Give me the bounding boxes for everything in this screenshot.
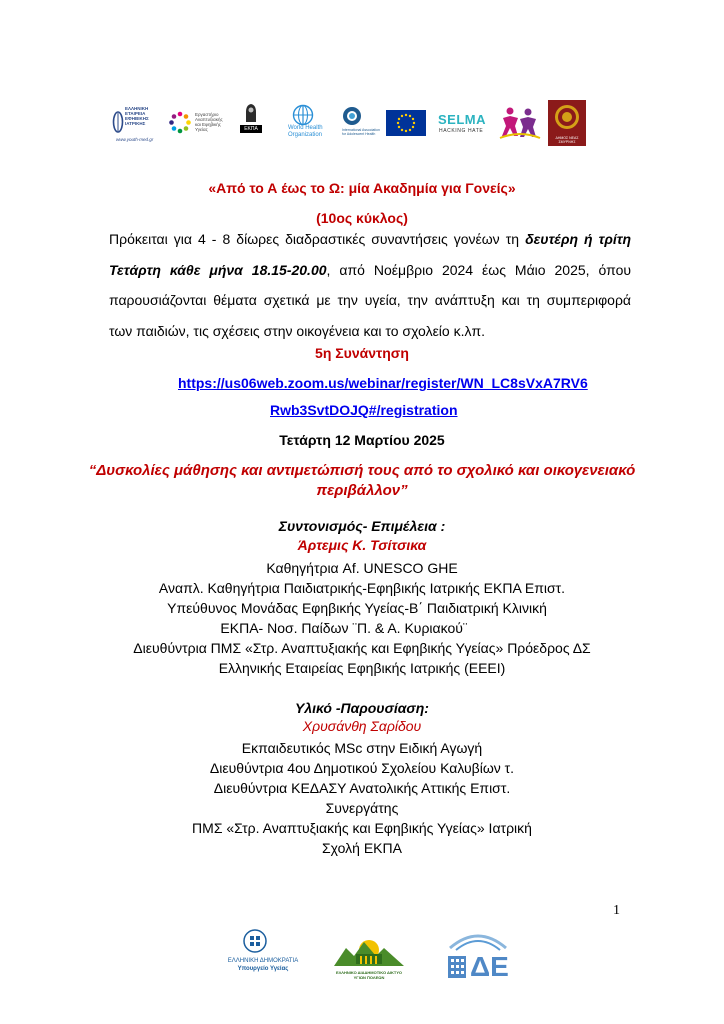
meeting-label: 5η Συνάντηση bbox=[315, 345, 409, 361]
presenter-name: Χρυσάνθη Σαρίδου bbox=[302, 718, 422, 734]
presenter-bio-line: Εκπαιδευτικός MSc στην Ειδική Αγωγή bbox=[241, 740, 483, 756]
zoom-registration-link-cont[interactable]: Rwb3SvtDOJQ#/registration bbox=[270, 402, 458, 418]
greek-emblem-icon bbox=[242, 928, 268, 954]
selma-logo: SELMA HACKING HATE bbox=[438, 112, 486, 134]
presenter-bio-line: Διευθύντρια ΚΕΔΑΣΥ Ανατολικής Αττικής Επιστ. bbox=[213, 780, 511, 796]
coordinator-bio-line: Υπεύθυνος Μονάδας Εφηβικής Υγείας-Β΄ Παιδιατρική Κλινική bbox=[167, 600, 547, 616]
eu-flag-icon bbox=[386, 110, 426, 136]
coordinator-bio-line: Διευθύντρια ΠΜΣ «Στρ. Αναπτυξιακής και Εφηβικής Υγείας» Πρόεδρος ΔΣ bbox=[133, 640, 591, 656]
youth-figures-logo bbox=[498, 104, 542, 142]
material-heading: Υλικό -Παρουσίαση: bbox=[295, 700, 429, 716]
zoom-registration-link[interactable]: https://us06web.zoom.us/webinar/register/WN_LC8sVxA7RV6 bbox=[178, 375, 588, 391]
intro-line-3: παρουσιάζονται θέματα σχετικά με την υγεία, την ανάπτυξη και τη συμπεριφορά bbox=[109, 292, 631, 308]
presenter-bio-line: Διευθύντρια 4ου Δημοτικού Σχολείου Καλυβίων τ. bbox=[209, 760, 515, 776]
topic-line-2: περιβάλλον” bbox=[316, 482, 408, 499]
ministry-of-health-logo: ΕΛΛΗΝΙΚΗ ΔΗΜΟΚΡΑΤΙΑ Υπουργείο Υγείας bbox=[220, 928, 306, 984]
iaah-logo: International Association for Adolescent Health bbox=[342, 104, 380, 144]
nea-smyrni-seal: ΔΗΜΟΣ ΝΕΑΣ ΣΜΥΡΝΗΣ bbox=[548, 100, 586, 146]
meeting-date: Τετάρτη 12 Μαρτίου 2025 bbox=[279, 432, 445, 448]
ekpa-logo: ΕΚΠΑ bbox=[240, 102, 264, 138]
presenter-bio-line: ΠΜΣ «Στρ. Αναπτυξιακής και Εφηβικής Υγείας» Ιατρική bbox=[192, 820, 532, 836]
presenter-bio-line: Συνεργάτης bbox=[325, 800, 399, 816]
sponsor-logos-top: ΕΛΛΗΝΙΚΗ ΕΤΑΙΡΕΙΑ ΕΦΗΒΙΚΗΣ ΙΑΤΡΙΚΗΣ www.youth-med.gr Εργαστήριο Αναπτυξιακής και Εφηβικής Υγείας ΕΚΠΑ World Health Organization International Association for Adolescent Health SELMA HACKING HATE ΔΗΜΟΣ ΝΕΑΣ ΣΜΥΡΝΗΣ bbox=[100, 100, 630, 150]
presenter-bio-line: Σχολή ΕΚΠΑ bbox=[322, 840, 402, 856]
coordinator-bio-line: Ελληνικής Εταιρείας Εφηβικής Ιατρικής (ΕΕΕΙ) bbox=[218, 660, 506, 676]
cycle-label: (10ος κύκλος) bbox=[316, 210, 408, 226]
coordinator-bio-line: ΕΚΠΑ- Νοσ. Παίδων ¨Π. & Α. Κυριακού¨ bbox=[220, 620, 468, 636]
coordinator-bio-line: Καθηγήτρια Af. UNESCO GHE bbox=[266, 560, 458, 576]
intro-paragraph bbox=[109, 224, 631, 346]
coordination-heading: Συντονισμός- Επιμέλεια : bbox=[278, 518, 446, 534]
intro-line-4: των παιδιών, τις σχέσεις στην οικογένεια και το σχολείο κ.λπ. bbox=[109, 322, 486, 339]
coordinator-bio-line: Αναπλ. Καθηγήτρια Παιδιατρικής-Εφηβικής Ιατρικής ΕΚΠΑ Επιστ. bbox=[158, 580, 566, 596]
building-icon bbox=[446, 954, 468, 980]
sponsor-logos-bottom bbox=[210, 928, 530, 988]
who-logo: World Health Organization bbox=[288, 104, 336, 144]
intro-line-1: Πρόκειται για 4 - 8 δίωρες διαδραστικές συναντήσεις γονέων τη δευτέρη ή τρίτη bbox=[109, 231, 631, 247]
de-logo: ΔΕ bbox=[442, 930, 514, 984]
topic-line-1: “Δυσκολίες μάθησης και αντιμετώπισή τους από το σχολικό και οικογενειακό bbox=[88, 462, 636, 479]
healthy-cities-logo: ΕΛΛΗΝΙΚΟ ΔΙΑΔΗΜΟΤΙΚΟ ΔΙΚΤΥΟ ΥΓΙΩΝ ΠΟΛΕΩΝ bbox=[332, 934, 406, 984]
coordinator-name: Άρτεμις Κ. Τσίτσικα bbox=[297, 537, 427, 553]
event-title: «Από το Α έως το Ω: μία Ακαδημία για Γονείς» bbox=[208, 180, 516, 196]
meeting-topic bbox=[0, 461, 724, 501]
intro-line-2: Τετάρτη κάθε μήνα 18.15-20.00, από Νοέμβριο 2024 έως Μάιο 2025, όπου bbox=[109, 261, 632, 278]
page-number: 1 bbox=[613, 903, 620, 918]
